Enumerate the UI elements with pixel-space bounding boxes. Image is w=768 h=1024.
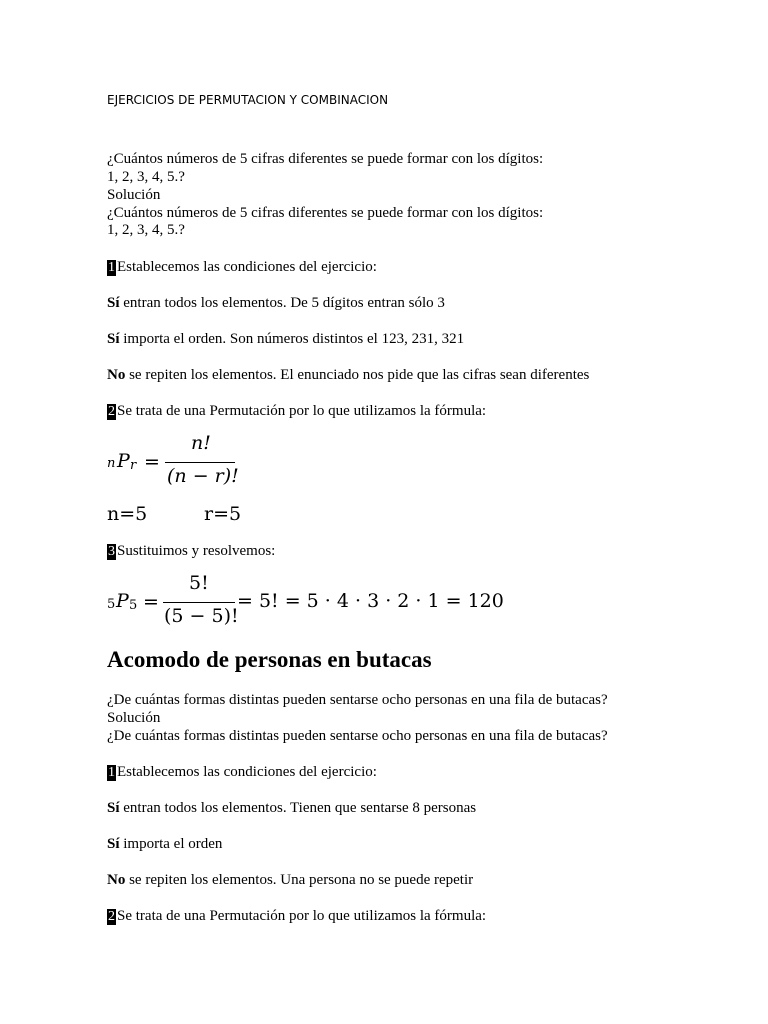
condition-keyword: Sí [107, 800, 120, 816]
condition-keyword: Sí [107, 295, 120, 311]
condition-keyword: No [107, 367, 126, 383]
substituted-formula [107, 570, 507, 635]
formula-numerator: 5! [189, 572, 209, 594]
r-value: r=5 [204, 503, 242, 525]
formula-fraction [165, 430, 239, 492]
condition-1 [107, 294, 445, 312]
step-number-badge: 1 [108, 765, 115, 780]
question-line-2: 1, 2, 3, 4, 5.? [107, 169, 185, 185]
condition-2 [107, 835, 222, 853]
section-heading: Acomodo de personas en butacas [107, 647, 432, 672]
n-value: n=5 [107, 503, 148, 525]
formula-numerator: n! [191, 432, 211, 454]
step-text: Establecemos las condiciones del ejercicio: [117, 259, 377, 275]
condition-text: entran todos los elementos. Tienen que sentarse 8 personas [119, 800, 477, 816]
step-text: Se trata de una Permutación por lo que utilizamos la fórmula: [117, 908, 487, 924]
condition-3 [107, 871, 473, 889]
fraction-bar [165, 462, 235, 463]
step-2 [107, 907, 486, 925]
question-repeat-line-2: 1, 2, 3, 4, 5.? [107, 222, 185, 238]
solution-label: Solución [107, 187, 161, 203]
formula-subscript-5b: 5 [129, 598, 138, 613]
step-2 [107, 402, 486, 420]
formula-result: = 5! = 5 · 4 · 3 · 2 · 1 = 120 [237, 590, 504, 612]
formula-fraction [163, 570, 239, 632]
formula-denominator: (n − r)! [167, 465, 239, 487]
step-number-badge: 2 [108, 404, 115, 419]
formula-p: P [117, 450, 130, 472]
condition-keyword: Sí [107, 331, 120, 347]
condition-keyword: Sí [107, 836, 120, 852]
step-1 [107, 258, 377, 276]
step-number-badge: 2 [108, 909, 115, 924]
condition-2 [107, 330, 464, 348]
condition-text: importa el orden [119, 836, 223, 852]
step-text: Establecemos las condiciones del ejercicio: [117, 764, 377, 780]
step-1 [107, 763, 377, 781]
document-header: EJERCICIOS DE PERMUTACION Y COMBINACION [107, 93, 389, 107]
formula-equals: = [143, 591, 159, 613]
question-repeat-line-1: ¿Cuántos números de 5 cifras diferentes se puede formar con los dígitos: [107, 205, 544, 221]
formula-denominator: (5 − 5)! [164, 605, 239, 627]
step-number-badge: 1 [108, 260, 115, 275]
formula-equals: = [144, 451, 160, 473]
condition-text: se repiten los elementos. El enunciado nos pide que las cifras sean diferentes [125, 367, 590, 383]
step-3 [107, 542, 275, 560]
solution-label: Solución [107, 710, 161, 726]
step-text: Se trata de una Permutación por lo que utilizamos la fórmula: [117, 403, 487, 419]
fraction-bar [163, 602, 235, 603]
condition-text: entran todos los elementos. De 5 dígitos entran sólo 3 [119, 295, 445, 311]
formula-subscript-r: r [130, 458, 137, 473]
condition-1 [107, 799, 476, 817]
step-number-badge: 3 [108, 544, 115, 559]
condition-3 [107, 366, 589, 384]
formula-subscript-5: 5 [107, 597, 116, 612]
condition-keyword: No [107, 872, 126, 888]
condition-text: importa el orden. Son números distintos el 123, 231, 321 [119, 331, 465, 347]
question-line: ¿De cuántas formas distintas pueden sentarse ocho personas en una fila de butacas? [107, 692, 608, 708]
permutation-formula [107, 430, 307, 495]
step-text: Sustituimos y resolvemos: [117, 543, 276, 559]
formula-p: P [116, 590, 129, 612]
question-line-1: ¿Cuántos números de 5 cifras diferentes se puede formar con los dígitos: [107, 151, 544, 167]
formula-subscript-n: n [107, 456, 116, 471]
condition-text: se repiten los elementos. Una persona no se puede repetir [125, 872, 474, 888]
question-repeat: ¿De cuántas formas distintas pueden sentarse ocho personas en una fila de butacas? [107, 728, 608, 744]
